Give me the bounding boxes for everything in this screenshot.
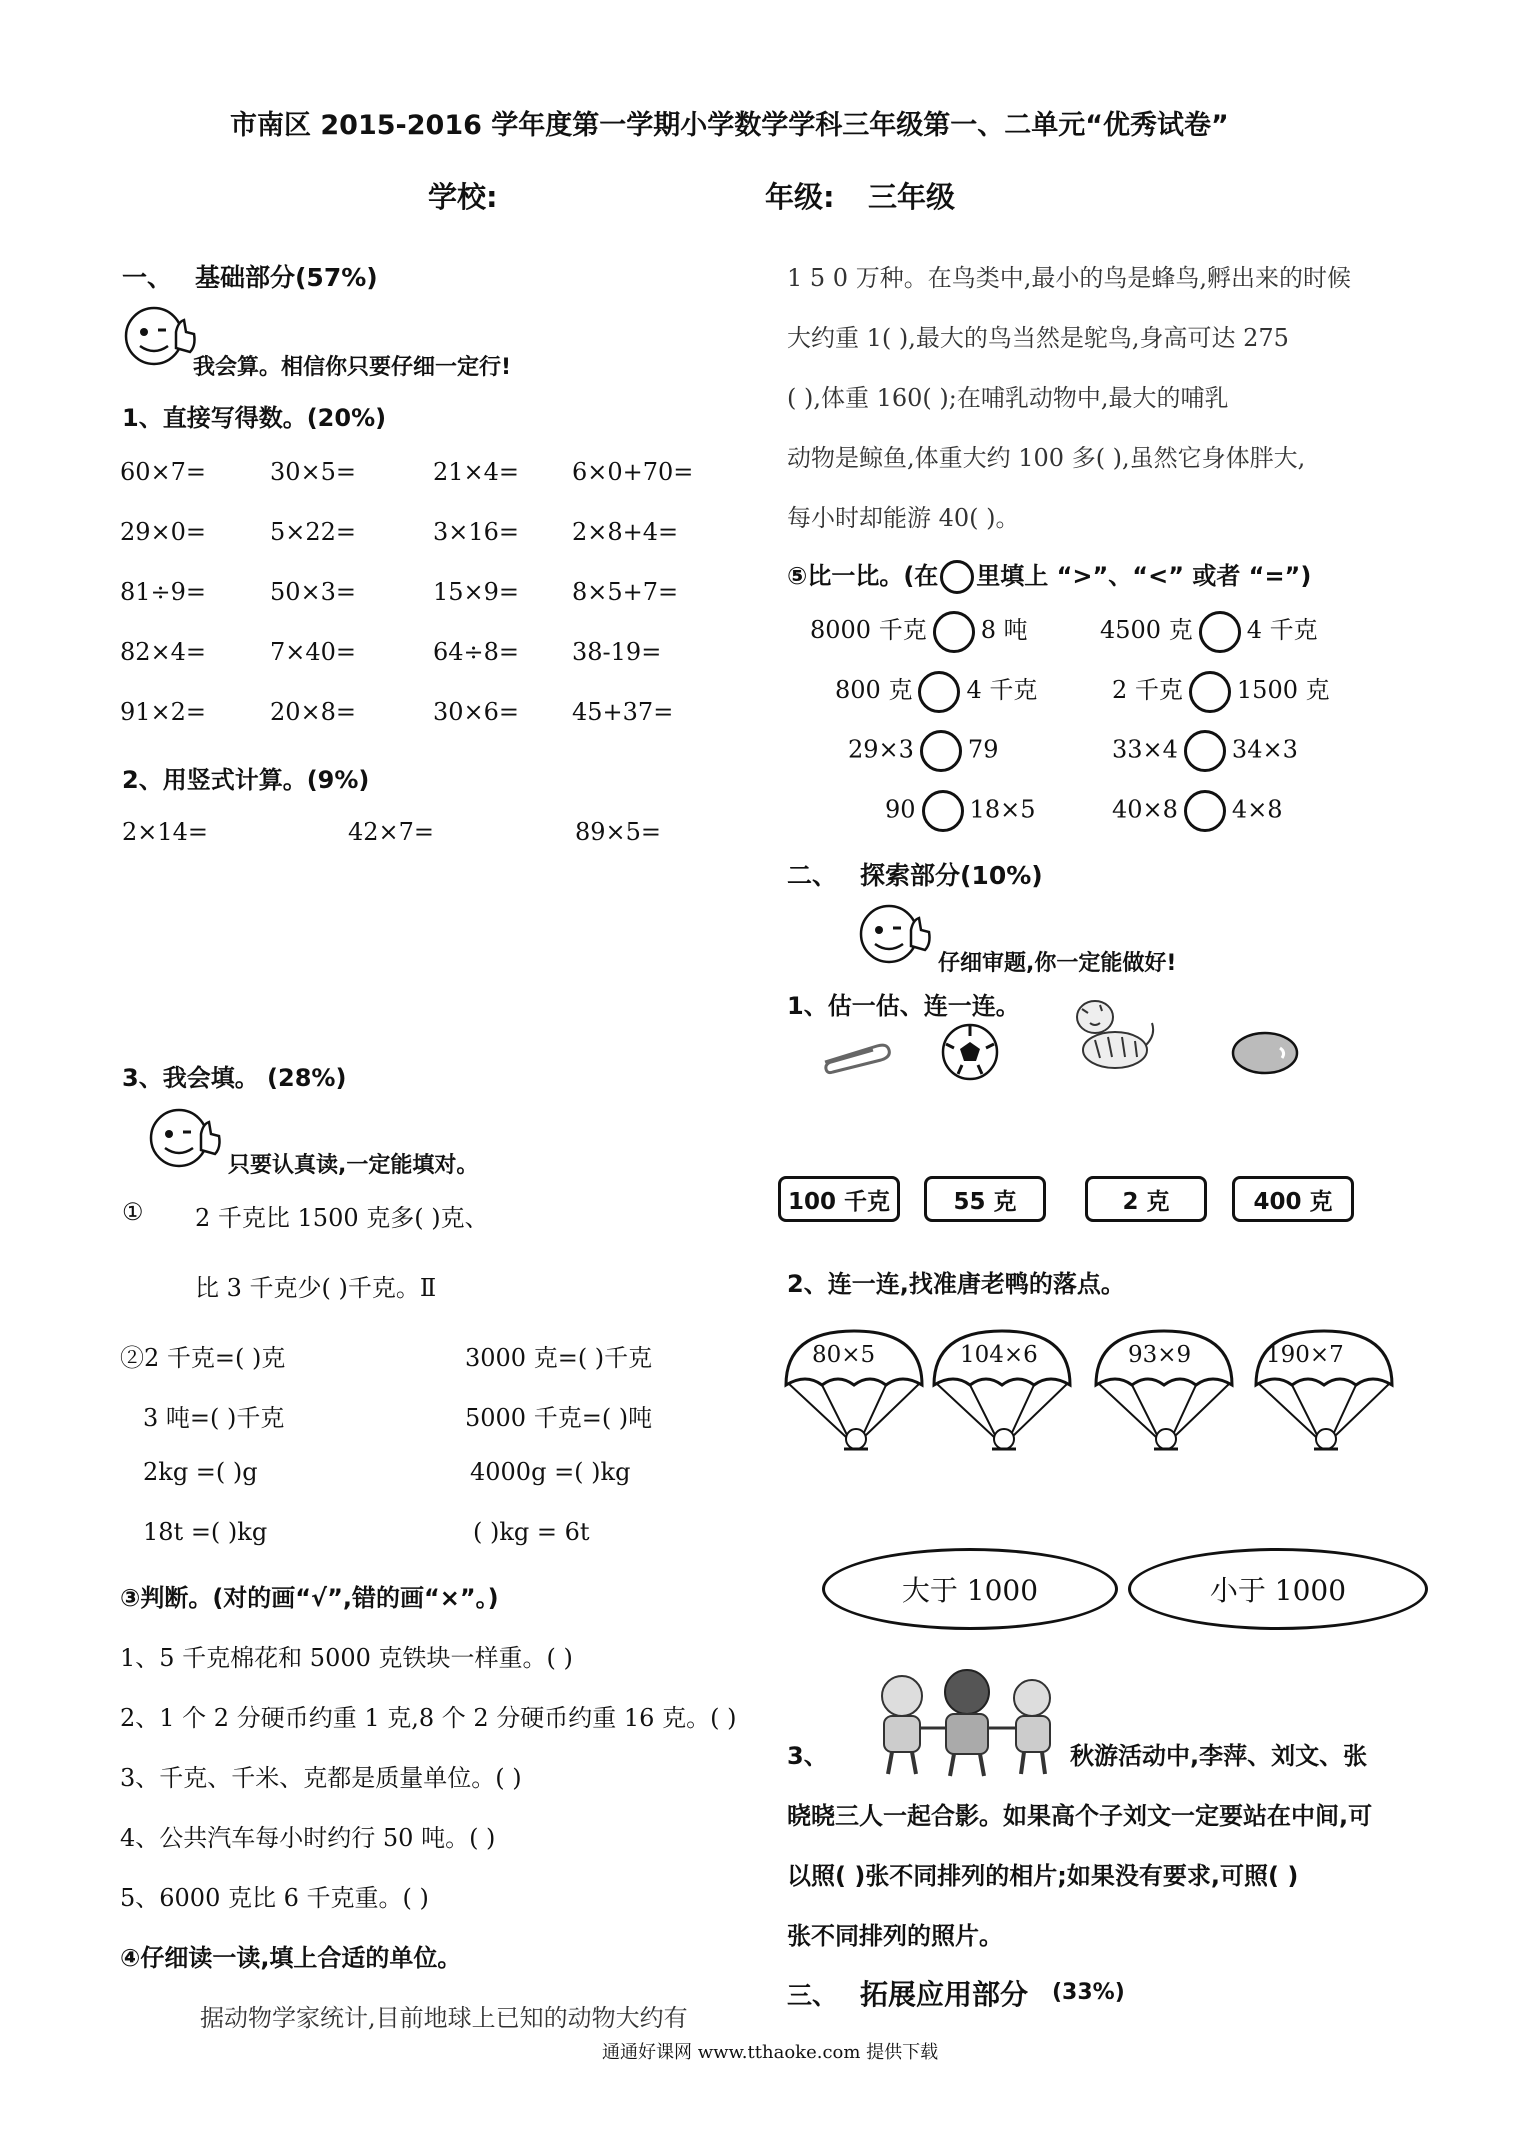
soccer-ball-icon [940, 1022, 1000, 1086]
compare-right: 18×5 [969, 795, 1036, 824]
fill2-item: 18t =( )kg [143, 1518, 268, 1546]
e3-number: 3、 [787, 1742, 828, 1770]
q1-item: 7×40= [270, 638, 357, 666]
compare-left: 800 克 [835, 676, 913, 704]
circle-blank-icon [940, 560, 974, 594]
compare-right: 4 千克 [1246, 616, 1318, 644]
parachute[interactable] [782, 1325, 926, 1459]
fill2-item: 2kg =( )g [143, 1458, 258, 1486]
compare-title-a: ⑤比一比。(在 [787, 562, 939, 590]
part2-motto: 仔细审题,你一定能做好! [938, 951, 1177, 976]
paperclip-icon [815, 1036, 895, 1080]
q1-item: 20×8= [270, 698, 357, 726]
compare-item [810, 610, 1028, 653]
compare-item [848, 730, 998, 772]
e3-line: 秋游活动中,李萍、刘文、张 [1070, 1742, 1368, 1770]
fill2-item: 4000g =( )kg [470, 1458, 631, 1486]
compare-right: 79 [967, 735, 999, 764]
compare-right: 4×8 [1231, 795, 1283, 824]
footer-source: 通通好课网 www.tthaoke.com 提供下载 [602, 2042, 939, 2063]
judge-item: 1、5 千克棉花和 5000 克铁块一样重。( ) [120, 1644, 573, 1672]
compare-circle[interactable] [933, 611, 975, 653]
compare-left: 90 [885, 795, 916, 824]
grade-value: 三年级 [868, 180, 956, 214]
q1-title: 1、直接写得数。(20%) [122, 404, 387, 432]
q2-item: 89×5= [575, 818, 662, 846]
compare-circle[interactable] [1184, 730, 1226, 772]
compare-circle[interactable] [1189, 671, 1231, 713]
fill2-item: 5000 千克=( )吨 [465, 1404, 653, 1432]
read-passage-line: 大约重 1( ),最大的鸟当然是鸵鸟,身高可达 275 [787, 324, 1289, 352]
compare-item [1112, 730, 1298, 772]
smiley-thumb-icon [145, 1102, 225, 1172]
fill2-item: 3000 克=( )千克 [465, 1344, 653, 1372]
compare-circle[interactable] [1199, 611, 1241, 653]
children-photo-icon [862, 1668, 1072, 1782]
compare-right: 1500 克 [1236, 676, 1330, 704]
fill2-item: 3 吨=( )千克 [143, 1404, 285, 1432]
fill1-line-b: 比 3 千克少( )千克。Ⅱ [195, 1274, 437, 1302]
judge-item: 4、公共汽车每小时约行 50 吨。( ) [120, 1824, 496, 1852]
q2-item: 2×14= [122, 818, 209, 846]
q2-title: 2、用竖式计算。(9%) [122, 766, 370, 794]
parachute-label: 80×5 [812, 1342, 876, 1368]
target-oval-less[interactable]: 小于 1000 [1128, 1548, 1428, 1630]
school-label: 学校: [428, 180, 498, 214]
part2-number: 二、 [787, 861, 838, 890]
compare-circle[interactable] [922, 790, 964, 832]
q1-item: 30×5= [270, 458, 357, 486]
compare-item [1112, 790, 1283, 832]
compare-circle[interactable] [920, 730, 962, 772]
smiley-thumb-icon [120, 300, 200, 370]
fill1-line-a: 2 千克比 1500 克多( )克、 [195, 1204, 489, 1232]
parachute[interactable] [1252, 1325, 1396, 1459]
part3-number: 三、 [787, 1981, 838, 2010]
compare-circle[interactable] [918, 671, 960, 713]
q1-item: 21×4= [433, 458, 520, 486]
fill2-item: ②2 千克=( )克 [120, 1344, 286, 1372]
q1-item: 2×8+4= [572, 518, 679, 546]
q1-item: 3×16= [433, 518, 520, 546]
compare-left: 40×8 [1112, 795, 1178, 824]
e3-line: 以照( )张不同排列的相片;如果没有要求,可照( ) [787, 1862, 1299, 1890]
e2-title: 2、连一连,找准唐老鸭的落点。 [787, 1270, 1125, 1298]
read-passage-line: ( ),体重 160( );在哺乳动物中,最大的哺乳 [787, 384, 1229, 412]
part1-number: 一、 [122, 263, 173, 292]
judge-item: 2、1 个 2 分硬币约重 1 克,8 个 2 分硬币约重 16 克。( ) [120, 1704, 737, 1732]
e1-title: 1、估一估、连一连。 [787, 992, 1020, 1020]
q2-item: 42×7= [348, 818, 435, 846]
q3-motto: 只要认真读,一定能填对。 [228, 1153, 479, 1178]
part1-heading: 基础部分(57%) [195, 263, 378, 292]
e3-line: 张不同排列的照片。 [787, 1922, 1003, 1950]
part3-heading: 拓展应用部分 [860, 1978, 1029, 2011]
q1-item: 45+37= [572, 698, 674, 726]
weight-option[interactable]: 100 千克 [778, 1176, 900, 1222]
q1-item: 60×7= [120, 458, 207, 486]
judge-item: 3、千克、千米、克都是质量单位。( ) [120, 1764, 522, 1792]
compare-right: 8 吨 [980, 616, 1028, 644]
compare-right: 34×3 [1231, 735, 1298, 764]
parachute-label: 104×6 [960, 1342, 1038, 1368]
compare-left: 33×4 [1112, 735, 1178, 764]
q1-item: 30×6= [433, 698, 520, 726]
compare-item [835, 670, 1037, 713]
weight-option[interactable]: 400 克 [1232, 1176, 1354, 1222]
q1-item: 81÷9= [120, 578, 207, 606]
egg-icon [1230, 1030, 1300, 1080]
compare-left: 8000 千克 [810, 616, 927, 644]
fill1-number: ① [122, 1198, 144, 1226]
parachute-label: 93×9 [1128, 1342, 1192, 1368]
compare-right: 4 千克 [966, 676, 1038, 704]
q1-item: 15×9= [433, 578, 520, 606]
compare-left: 29×3 [848, 735, 914, 764]
compare-left: 2 千克 [1112, 676, 1183, 704]
parachute[interactable] [1092, 1325, 1236, 1459]
read-title: ④仔细读一读,填上合适的单位。 [120, 1944, 462, 1972]
q1-item: 6×0+70= [572, 458, 694, 486]
part1-motto: 我会算。相信你只要仔细一定行! [193, 355, 512, 380]
e3-line: 晓晓三人一起合影。如果高个子刘文一定要站在中间,可 [787, 1802, 1373, 1830]
q1-item: 5×22= [270, 518, 357, 546]
parachute-label: 190×7 [1266, 1342, 1344, 1368]
smiley-thumb-icon [855, 898, 935, 968]
read-passage-line: 每小时却能游 40( )。 [787, 504, 1020, 532]
weight-option[interactable]: 2 克 [1085, 1176, 1207, 1222]
compare-left: 4500 克 [1100, 616, 1193, 644]
grade-label: 年级: [765, 180, 835, 214]
read-passage-line: 动物是鲸鱼,体重大约 100 多( ),虽然它身体胖大, [787, 444, 1306, 472]
part3-percent: (33%) [1052, 1980, 1125, 2005]
target-oval-greater[interactable]: 大于 1000 [822, 1548, 1118, 1630]
q1-item: 29×0= [120, 518, 207, 546]
q1-item: 82×4= [120, 638, 207, 666]
fill2-item: ( )kg = 6t [473, 1518, 590, 1546]
read-passage-start: 据动物学家统计,目前地球上已知的动物大约有 [200, 2004, 688, 2032]
q1-item: 50×3= [270, 578, 357, 606]
compare-item [885, 790, 1035, 832]
q1-item: 91×2= [120, 698, 207, 726]
compare-title [787, 556, 1311, 594]
q1-item: 64÷8= [433, 638, 520, 666]
tiger-icon [1060, 995, 1160, 1079]
q3-title: 3、我会填。 (28%) [122, 1064, 347, 1092]
weight-option[interactable]: 55 克 [924, 1176, 1046, 1222]
judge-title: ③判断。(对的画“√”,错的画“×”。) [120, 1584, 499, 1612]
q1-item: 8×5+7= [572, 578, 679, 606]
compare-title-b: 里填上 “>”、“<” 或者 “=”) [976, 562, 1312, 590]
compare-item [1100, 610, 1318, 653]
compare-item [1112, 670, 1330, 713]
part2-heading: 探索部分(10%) [860, 861, 1043, 890]
parachute[interactable] [930, 1325, 1074, 1459]
page-title: 市南区 2015-2016 学年度第一学期小学数学学科三年级第一、二单元“优秀试卷” [230, 110, 1229, 141]
q1-item: 38-19= [572, 638, 662, 666]
compare-circle[interactable] [1184, 790, 1226, 832]
read-passage-line: 1 5 0 万种。在鸟类中,最小的鸟是蜂鸟,孵出来的时候 [787, 264, 1351, 292]
judge-item: 5、6000 克比 6 千克重。( ) [120, 1884, 429, 1912]
